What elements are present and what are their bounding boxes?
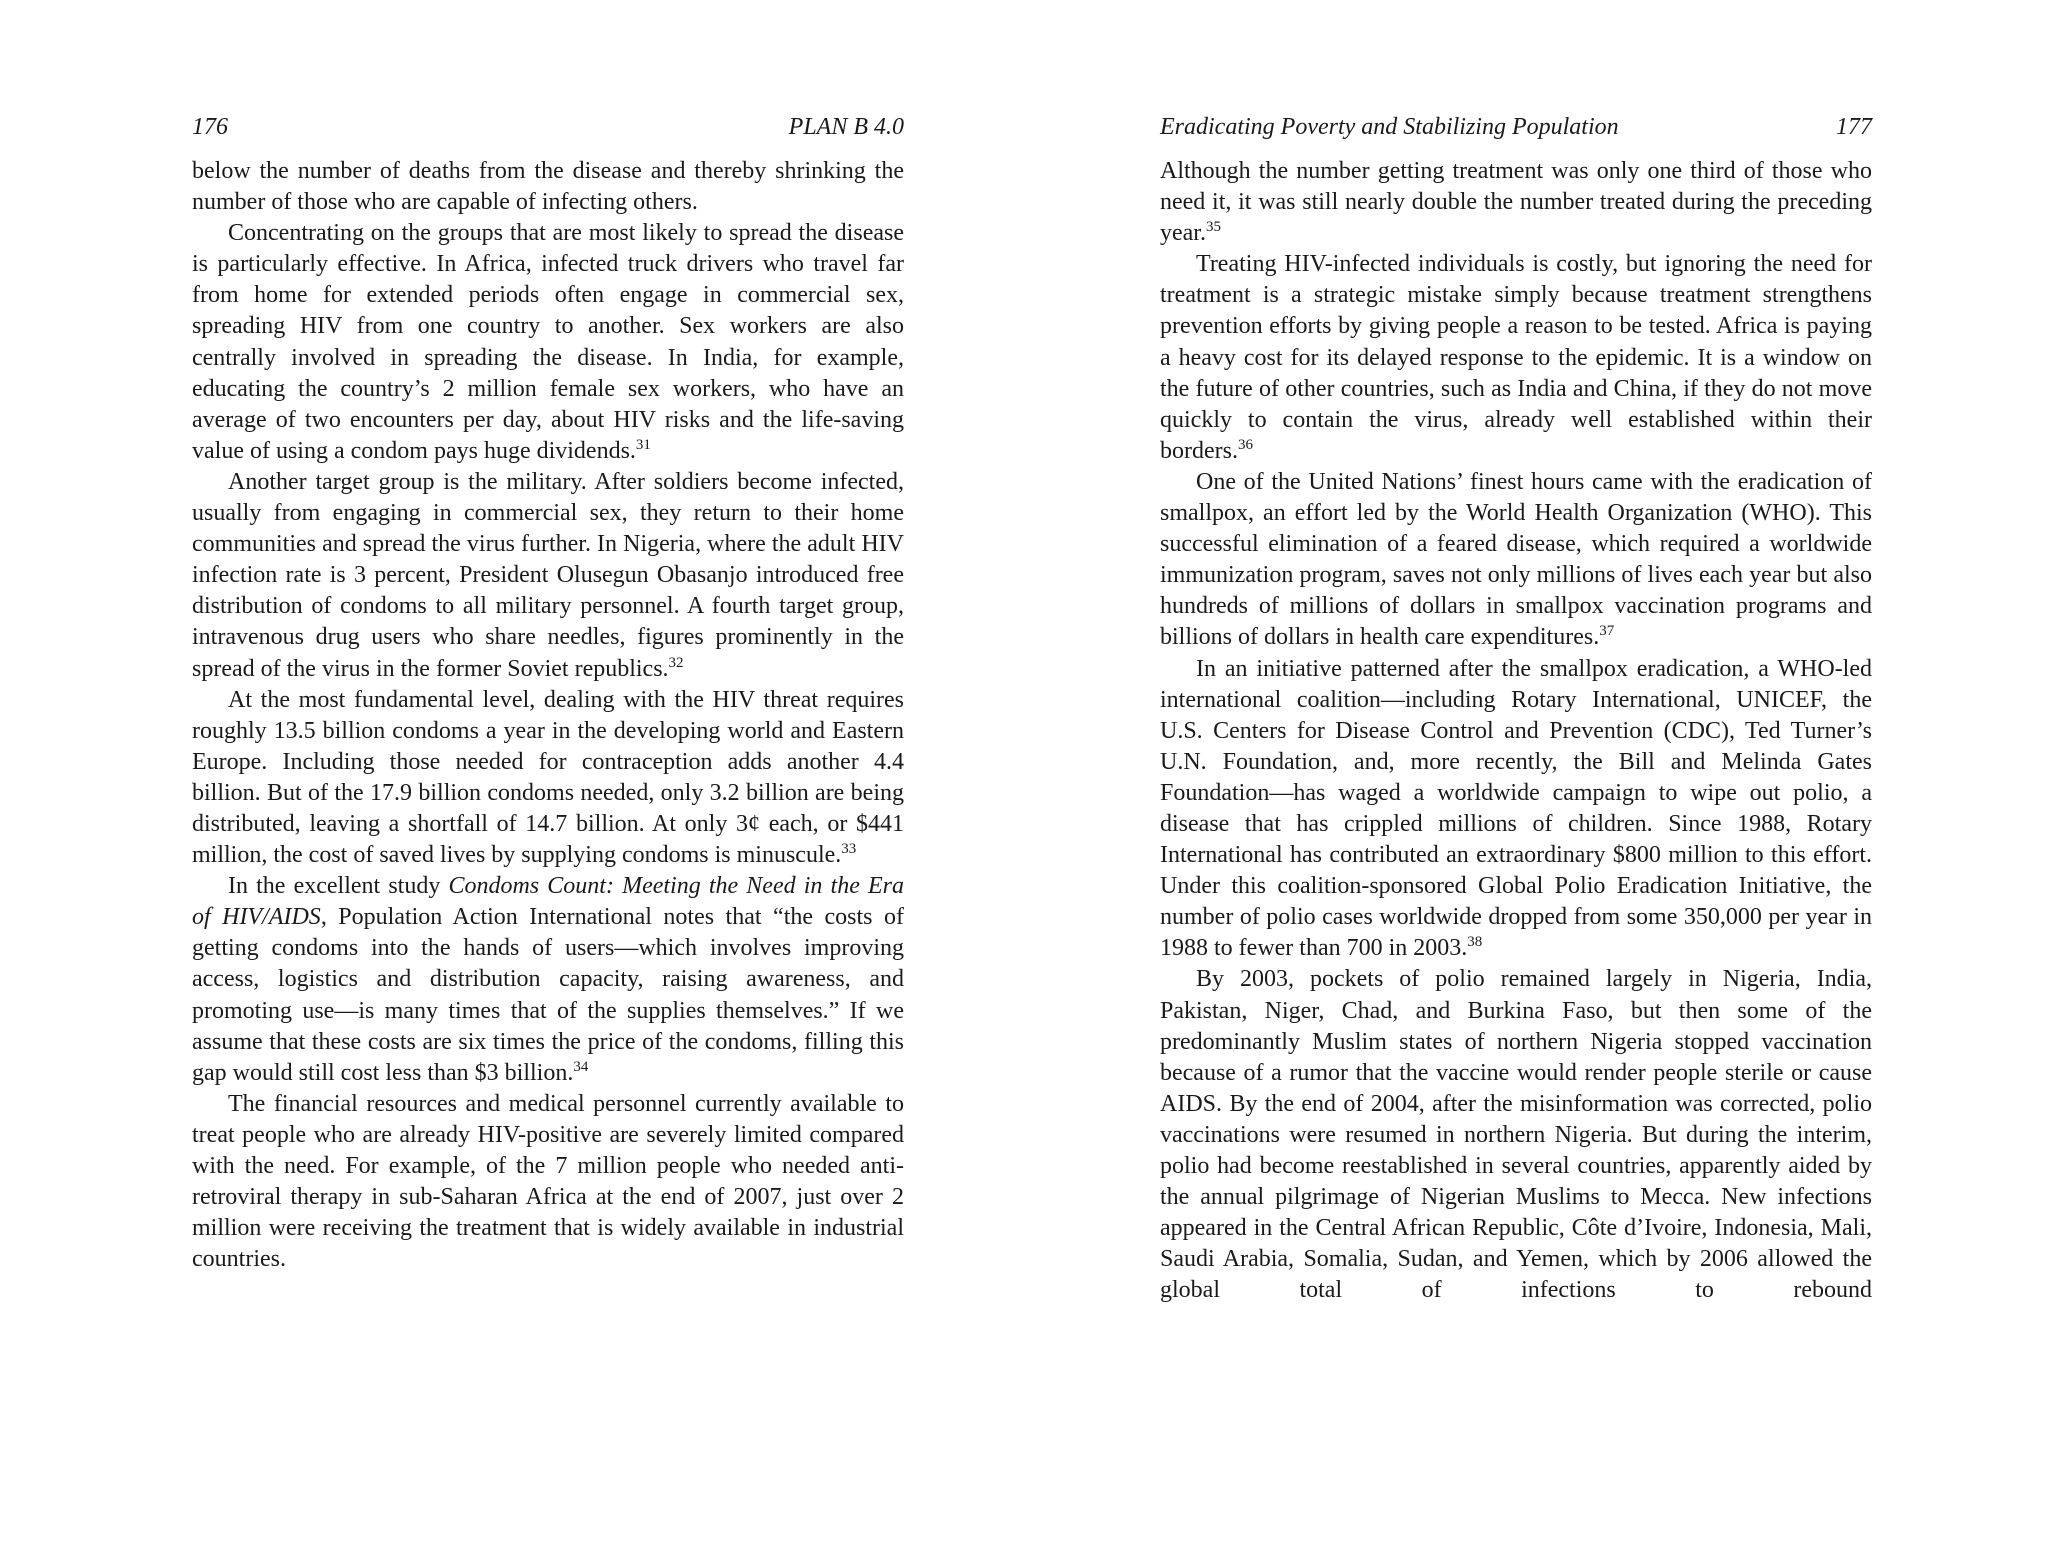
- footnote-ref: 35: [1205, 219, 1221, 236]
- page-number-right: 177: [1836, 114, 1872, 140]
- running-title-right: Eradicating Poverty and Stabilizing Population: [1160, 114, 1619, 140]
- page-number-left: 176: [192, 114, 228, 140]
- paragraph: One of the United Nations’ finest hours came with the eradication of smallpox, an effort led by the World Health Organization (WHO). This successful elimination of a feared disease, which required a worldwide immunization program, saves not only millions of lives each year but also hundreds of millions of dollars in smallpox vaccination programs and billions of dollars in health care expenditures.$^{37}$: [1160, 468, 1872, 651]
- footnote-ref: 32: [668, 654, 684, 671]
- paragraph: below the number of deaths from the disease and thereby shrinking the number of those who are capable of infecting others.: [192, 158, 904, 216]
- left-page: [192, 112, 904, 1275]
- running-title-left: PLAN B 4.0: [788, 114, 904, 140]
- paragraph: Concentrating on the groups that are most likely to spread the disease is particularly effective. In Africa, infected truck drivers who travel far from home for extended periods often engage in commercial sex, spreading HIV from one country to another. Sex workers are also centrally involved in spreading the disease. In India, for example, educating the country’s 2 million female sex workers, who have an average of two encounters per day, about HIV risks and the life-saving value of using a condom pays huge dividends.$^{31}$: [192, 220, 904, 464]
- paragraph: Treating HIV-infected individuals is costly, but ignoring the need for treatment is a strategic mistake simply because treatment strengthens prevention efforts by giving people a reason to be tested. Africa is paying a heavy cost for its delayed response to the epidemic. It is a window on the future of other countries, such as India and China, if they do not move quickly to contain the virus, already well established within their borders.$^{36}$: [1160, 251, 1872, 464]
- paragraph: The financial resources and medical personnel currently available to treat people who are already HIV-positive are severely limited compared with the need. For example, of the 7 million people who needed anti-retroviral therapy in sub-Saharan Africa at the end of 2007, just over 2 million were receiving the treatment that is widely available in industrial countries.: [192, 1090, 904, 1273]
- running-head-left: [192, 112, 904, 156]
- footnote-ref: 38: [1467, 934, 1483, 951]
- paragraph: By 2003, pockets of polio remained largely in Nigeria, India, Pakistan, Niger, Chad, and Burkina Faso, but then some of the predominantly Muslim states of northern Nigeria stopped vaccination because of a rumor that the vaccine would render people sterile or cause AIDS. By the end of 2004, after the misinformation was corrected, polio vaccinations were resumed in northern Nigeria. But during the interim, polio had become reestablished in several countries, apparently aided by the annual pilgrimage of Nigerian Muslims to Mecca. New infections appeared in the Central African Republic, Côte d’Ivoire, Indonesia, Mali, Saudi Arabia, Somalia, Sudan, and Yemen, which by 2006 allowed the global total of infections to rebound: [1160, 966, 1872, 1304]
- paragraph: Another target group is the military. After soldiers become infected, usually from engaging in commercial sex, they return to their home communities and spread the virus further. In Nigeria, where the adult HIV infection rate is 3 percent, President Olusegun Obasanjo introduced free distribution of condoms to all military personnel. A fourth target group, intravenous drug users who share needles, figures prominently in the spread of the virus in the former Soviet republics.$^{32}$: [192, 468, 904, 682]
- paragraph: Although the number getting treatment was only one third of those who need it, it was still nearly double the number treated during the preceding year.$^{35}$: [1160, 158, 1872, 247]
- footnote-ref: 36: [1237, 436, 1253, 453]
- footnote-ref: 34: [573, 1058, 589, 1075]
- right-page: [1160, 112, 1872, 1306]
- paragraph: In an initiative patterned after the smallpox eradication, a WHO-led international coalition—including Rotary International, UNICEF, the U.S. Centers for Disease Control and Prevention (CDC), Ted Turner’s U.N. Foundation, and, more recently, the Bill and Melinda Gates Foundation—has waged a worldwide campaign to wipe out polio, a disease that has crippled millions of children. Since 1988, Rotary International has contributed an extraordinary $800 million to this effort. Under this coalition-sponsored Global Polio Eradication Initiative, the number of polio cases worldwide dropped from some 350,000 per year in 1988 to fewer than 700 in 2003.38: [1160, 655, 1872, 962]
- footnote-ref: 37: [1599, 623, 1615, 640]
- paragraph: In the excellent study Condoms Count: Meeting the Need in the Era of HIV/AIDS, Population Action International notes that “the costs of getting condoms into the hands of users—which involves improving access, logistics and distribution capacity, raising awareness, and promoting use—is many times that of the supplies themselves.” If we assume that these costs are six times the price of the condoms, filling this gap would still cost less than $3 billion.$^{34}$: [192, 873, 904, 1086]
- paragraph: At the most fundamental level, dealing with the HIV threat requires roughly 13.5 billion condoms a year in the developing world and Eastern Europe. Including those needed for contraception adds another 4.4 billion. But of the 17.9 billion condoms needed, only 3.2 billion are being distributed, leaving a shortfall of 14.7 billion. At only 3¢ each, or $441 million, the cost of saved lives by supplying condoms is minuscule.$^{33}$: [192, 686, 904, 869]
- footnote-ref: 33: [841, 841, 857, 858]
- running-head-right: [1160, 112, 1872, 156]
- study-title: Condoms Count: Meeting the Need in the Era of HIV/AIDS: [192, 873, 904, 931]
- footnote-ref: 31: [635, 436, 651, 453]
